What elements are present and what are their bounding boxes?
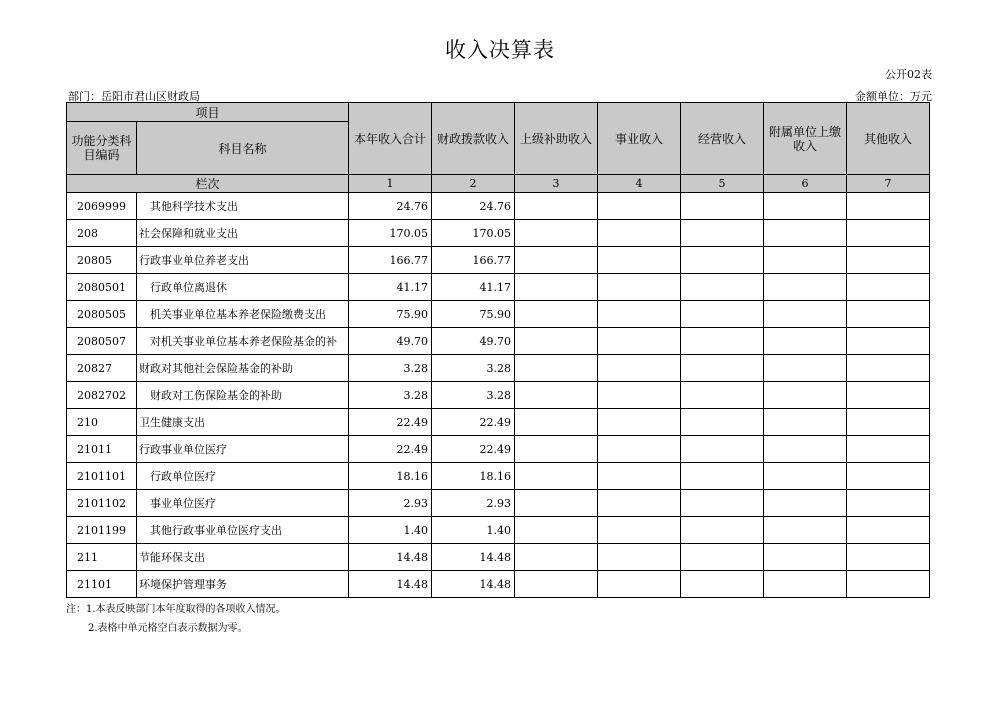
row-subsidy (515, 463, 598, 490)
header-affiliated: 附属单位上缴收入 (764, 103, 847, 175)
row-total: 2.93 (349, 490, 432, 517)
row-operating (681, 436, 764, 463)
table-row (67, 436, 930, 463)
row-fiscal: 22.49 (432, 436, 515, 463)
col-num: 3 (515, 175, 598, 193)
income-table (66, 102, 930, 598)
row-business (598, 517, 681, 544)
row-name: 财政对工伤保险基金的补助 (137, 382, 349, 409)
row-affiliated (764, 220, 847, 247)
row-operating (681, 247, 764, 274)
row-operating (681, 328, 764, 355)
row-code: 21101 (67, 571, 137, 598)
row-total: 41.17 (349, 274, 432, 301)
row-affiliated (764, 301, 847, 328)
row-name: 环境保护管理事务 (137, 571, 349, 598)
row-fiscal: 24.76 (432, 193, 515, 220)
note-2: 2.表格中单元格空白表示数据为零。 (88, 623, 248, 634)
row-other (847, 409, 930, 436)
notes (66, 600, 286, 638)
row-affiliated (764, 463, 847, 490)
row-total: 24.76 (349, 193, 432, 220)
department-label: 部门：岳阳市君山区财政局 (68, 90, 200, 103)
row-fiscal: 3.28 (432, 382, 515, 409)
row-operating (681, 355, 764, 382)
row-affiliated (764, 382, 847, 409)
row-subsidy (515, 193, 598, 220)
row-name: 行政单位离退休 (137, 274, 349, 301)
row-other (847, 490, 930, 517)
row-total: 166.77 (349, 247, 432, 274)
header-subsidy: 上级补助收入 (515, 103, 598, 175)
row-operating (681, 193, 764, 220)
col-num: 7 (847, 175, 930, 193)
row-fiscal: 18.16 (432, 463, 515, 490)
col-num: 5 (681, 175, 764, 193)
table-row (67, 328, 930, 355)
row-business (598, 463, 681, 490)
row-subsidy (515, 328, 598, 355)
table-row (67, 274, 930, 301)
header-fiscal: 财政拨款收入 (432, 103, 515, 175)
row-other (847, 220, 930, 247)
row-affiliated (764, 274, 847, 301)
row-subsidy (515, 490, 598, 517)
row-business (598, 409, 681, 436)
note-1: 注：1.本表反映部门本年度取得的各项收入情况。 (66, 604, 286, 615)
row-affiliated (764, 355, 847, 382)
row-name: 财政对其他社会保险基金的补助 (137, 355, 349, 382)
row-affiliated (764, 328, 847, 355)
row-total: 3.28 (349, 355, 432, 382)
row-operating (681, 544, 764, 571)
row-code: 2080507 (67, 328, 137, 355)
row-other (847, 463, 930, 490)
table-row (67, 463, 930, 490)
row-fiscal: 22.49 (432, 409, 515, 436)
row-total: 18.16 (349, 463, 432, 490)
row-total: 14.48 (349, 544, 432, 571)
table-row (67, 517, 930, 544)
row-total: 170.05 (349, 220, 432, 247)
row-operating (681, 301, 764, 328)
row-affiliated (764, 193, 847, 220)
row-affiliated (764, 571, 847, 598)
row-subsidy (515, 355, 598, 382)
row-subsidy (515, 409, 598, 436)
form-code: 公开02表 (885, 68, 932, 81)
row-affiliated (764, 517, 847, 544)
header-item: 项目 (67, 103, 349, 122)
row-business (598, 193, 681, 220)
header-business: 事业收入 (598, 103, 681, 175)
row-affiliated (764, 436, 847, 463)
table-row (67, 409, 930, 436)
row-fiscal: 170.05 (432, 220, 515, 247)
row-fiscal: 2.93 (432, 490, 515, 517)
row-other (847, 247, 930, 274)
col-num: 2 (432, 175, 515, 193)
col-num: 4 (598, 175, 681, 193)
row-business (598, 355, 681, 382)
header-operating: 经营收入 (681, 103, 764, 175)
header-total: 本年收入合计 (349, 103, 432, 175)
row-fiscal: 14.48 (432, 544, 515, 571)
header-lanci: 栏次 (67, 175, 349, 193)
row-name: 其他科学技术支出 (137, 193, 349, 220)
row-business (598, 274, 681, 301)
row-subsidy (515, 571, 598, 598)
row-fiscal: 166.77 (432, 247, 515, 274)
row-operating (681, 571, 764, 598)
row-name: 社会保障和就业支出 (137, 220, 349, 247)
row-name: 机关事业单位基本养老保险缴费支出 (137, 301, 349, 328)
row-business (598, 571, 681, 598)
row-code: 208 (67, 220, 137, 247)
col-num: 1 (349, 175, 432, 193)
row-name: 行政事业单位养老支出 (137, 247, 349, 274)
row-operating (681, 463, 764, 490)
row-subsidy (515, 382, 598, 409)
row-business (598, 490, 681, 517)
row-affiliated (764, 490, 847, 517)
row-affiliated (764, 247, 847, 274)
row-subsidy (515, 544, 598, 571)
row-name: 对机关事业单位基本养老保险基金的补 (137, 328, 349, 355)
table-row (67, 544, 930, 571)
table-body (67, 193, 930, 598)
row-fiscal: 49.70 (432, 328, 515, 355)
row-other (847, 301, 930, 328)
row-operating (681, 517, 764, 544)
row-business (598, 436, 681, 463)
row-code: 2080505 (67, 301, 137, 328)
row-business (598, 544, 681, 571)
table-row (67, 355, 930, 382)
row-other (847, 328, 930, 355)
row-name: 卫生健康支出 (137, 409, 349, 436)
row-code: 2080501 (67, 274, 137, 301)
row-name: 行政事业单位医疗 (137, 436, 349, 463)
row-affiliated (764, 544, 847, 571)
row-fiscal: 3.28 (432, 355, 515, 382)
col-num: 6 (764, 175, 847, 193)
row-subsidy (515, 220, 598, 247)
table-row (67, 382, 930, 409)
row-operating (681, 409, 764, 436)
row-total: 49.70 (349, 328, 432, 355)
row-code: 2101199 (67, 517, 137, 544)
row-total: 22.49 (349, 409, 432, 436)
row-code: 210 (67, 409, 137, 436)
row-fiscal: 1.40 (432, 517, 515, 544)
row-subsidy (515, 517, 598, 544)
row-operating (681, 490, 764, 517)
row-fiscal: 14.48 (432, 571, 515, 598)
row-code: 2101102 (67, 490, 137, 517)
row-name: 节能环保支出 (137, 544, 349, 571)
row-operating (681, 274, 764, 301)
row-subsidy (515, 247, 598, 274)
table-row (67, 301, 930, 328)
row-code: 2082702 (67, 382, 137, 409)
row-code: 20827 (67, 355, 137, 382)
row-other (847, 355, 930, 382)
row-business (598, 220, 681, 247)
row-business (598, 382, 681, 409)
row-code: 2069999 (67, 193, 137, 220)
row-name: 其他行政事业单位医疗支出 (137, 517, 349, 544)
row-business (598, 328, 681, 355)
row-fiscal: 75.90 (432, 301, 515, 328)
row-operating (681, 382, 764, 409)
header-code: 功能分类科目编码 (67, 122, 137, 175)
row-operating (681, 220, 764, 247)
row-code: 2101101 (67, 463, 137, 490)
row-other (847, 274, 930, 301)
row-other (847, 436, 930, 463)
row-affiliated (764, 409, 847, 436)
row-other (847, 571, 930, 598)
row-other (847, 382, 930, 409)
table-row (67, 247, 930, 274)
row-other (847, 544, 930, 571)
header-name: 科目名称 (137, 122, 349, 175)
unit-label: 金额单位：万元 (855, 90, 932, 103)
row-total: 22.49 (349, 436, 432, 463)
row-business (598, 301, 681, 328)
table-row (67, 490, 930, 517)
row-code: 20805 (67, 247, 137, 274)
row-business (598, 247, 681, 274)
row-subsidy (515, 301, 598, 328)
row-fiscal: 41.17 (432, 274, 515, 301)
table-row (67, 220, 930, 247)
row-other (847, 193, 930, 220)
table-row (67, 571, 930, 598)
row-total: 75.90 (349, 301, 432, 328)
page-title: 收入决算表 (445, 38, 555, 62)
row-total: 14.48 (349, 571, 432, 598)
table-row (67, 193, 930, 220)
row-total: 1.40 (349, 517, 432, 544)
header-other: 其他收入 (847, 103, 930, 175)
row-total: 3.28 (349, 382, 432, 409)
row-name: 事业单位医疗 (137, 490, 349, 517)
row-code: 211 (67, 544, 137, 571)
row-subsidy (515, 274, 598, 301)
row-other (847, 517, 930, 544)
row-subsidy (515, 436, 598, 463)
row-name: 行政单位医疗 (137, 463, 349, 490)
row-code: 21011 (67, 436, 137, 463)
